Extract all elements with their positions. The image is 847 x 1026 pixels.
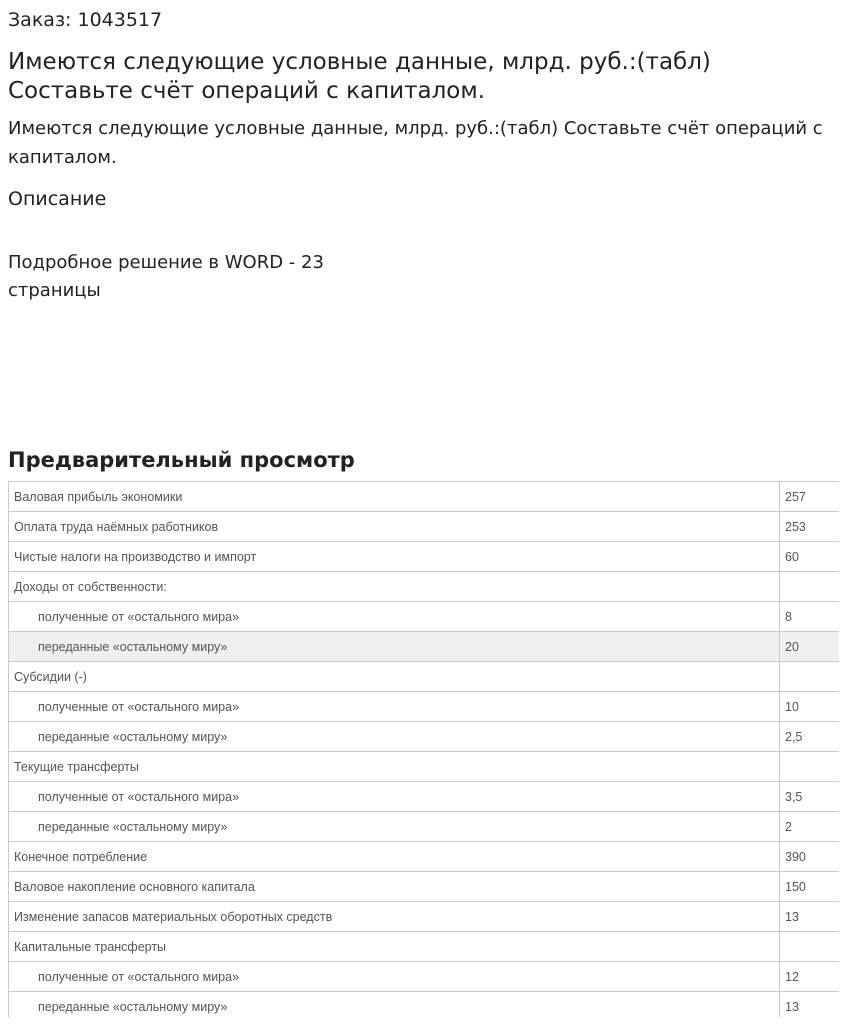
row-label: полученные от «остального мира» — [9, 962, 780, 992]
row-value: 2 — [780, 812, 840, 842]
row-value: 3,5 — [780, 782, 840, 812]
description-text: Подробное решение в WORD - 23 страницы — [8, 252, 324, 301]
table-row — [9, 752, 840, 782]
row-value — [780, 932, 840, 962]
row-value: 10 — [780, 692, 840, 722]
table-row — [9, 512, 840, 542]
table-row — [9, 662, 840, 692]
preview-heading: Предварительный просмотр — [8, 448, 355, 472]
row-label: полученные от «остального мира» — [9, 782, 780, 812]
row-value: 2,5 — [780, 722, 840, 752]
table-row — [9, 812, 840, 842]
row-label: Субсидии (-) — [9, 662, 780, 692]
table-row — [9, 692, 840, 722]
table-row — [9, 782, 840, 812]
table-row — [9, 632, 840, 662]
row-value: 257 — [780, 482, 840, 512]
table-row — [9, 722, 840, 752]
row-label: переданные «остальному миру» — [9, 812, 780, 842]
description-heading: Описание — [8, 188, 107, 210]
row-label: полученные от «остального мира» — [9, 602, 780, 632]
table-row — [9, 542, 840, 572]
row-label: Чистые налоги на производство и импорт — [9, 542, 780, 572]
row-value: 13 — [780, 992, 840, 1018]
row-label: полученные от «остального мира» — [9, 692, 780, 722]
row-value: 12 — [780, 962, 840, 992]
row-value — [780, 572, 840, 602]
row-label: Доходы от собственности: — [9, 572, 780, 602]
row-value: 60 — [780, 542, 840, 572]
row-label: переданные «остальному миру» — [9, 992, 780, 1018]
row-value — [780, 662, 840, 692]
row-value — [780, 752, 840, 782]
preview-document — [8, 481, 839, 1017]
row-label: Валовая прибыль экономики — [9, 482, 780, 512]
table-row — [9, 932, 840, 962]
table-row — [9, 482, 840, 512]
table-row — [9, 602, 840, 632]
order-number: Заказ: 1043517 — [8, 9, 163, 31]
row-label: Конечное потребление — [9, 842, 780, 872]
row-value: 150 — [780, 872, 840, 902]
row-label: Оплата труда наёмных работников — [9, 512, 780, 542]
task-summary: Имеются следующие условные данные, млрд. руб.:(табл) Составьте счёт операций с капиталом. — [8, 118, 823, 168]
table-row — [9, 962, 840, 992]
row-label: переданные «остальному миру» — [9, 722, 780, 752]
page-title: Имеются следующие условные данные, млрд. руб.:(табл) Составьте счёт операций с капиталом. — [8, 49, 711, 104]
row-label: Валовое накопление основного капитала — [9, 872, 780, 902]
table-row — [9, 842, 840, 872]
row-value: 8 — [780, 602, 840, 632]
table-row — [9, 872, 840, 902]
table-row — [9, 572, 840, 602]
row-value: 13 — [780, 902, 840, 932]
row-value: 390 — [780, 842, 840, 872]
table-row — [9, 992, 840, 1018]
row-label: Текущие трансферты — [9, 752, 780, 782]
row-value: 20 — [780, 632, 840, 662]
row-label: переданные «остальному миру» — [9, 632, 780, 662]
table-row — [9, 902, 840, 932]
row-value: 253 — [780, 512, 840, 542]
row-label: Капитальные трансферты — [9, 932, 780, 962]
preview-table — [8, 481, 839, 1017]
row-label: Изменение запасов материальных оборотных средств — [9, 902, 780, 932]
